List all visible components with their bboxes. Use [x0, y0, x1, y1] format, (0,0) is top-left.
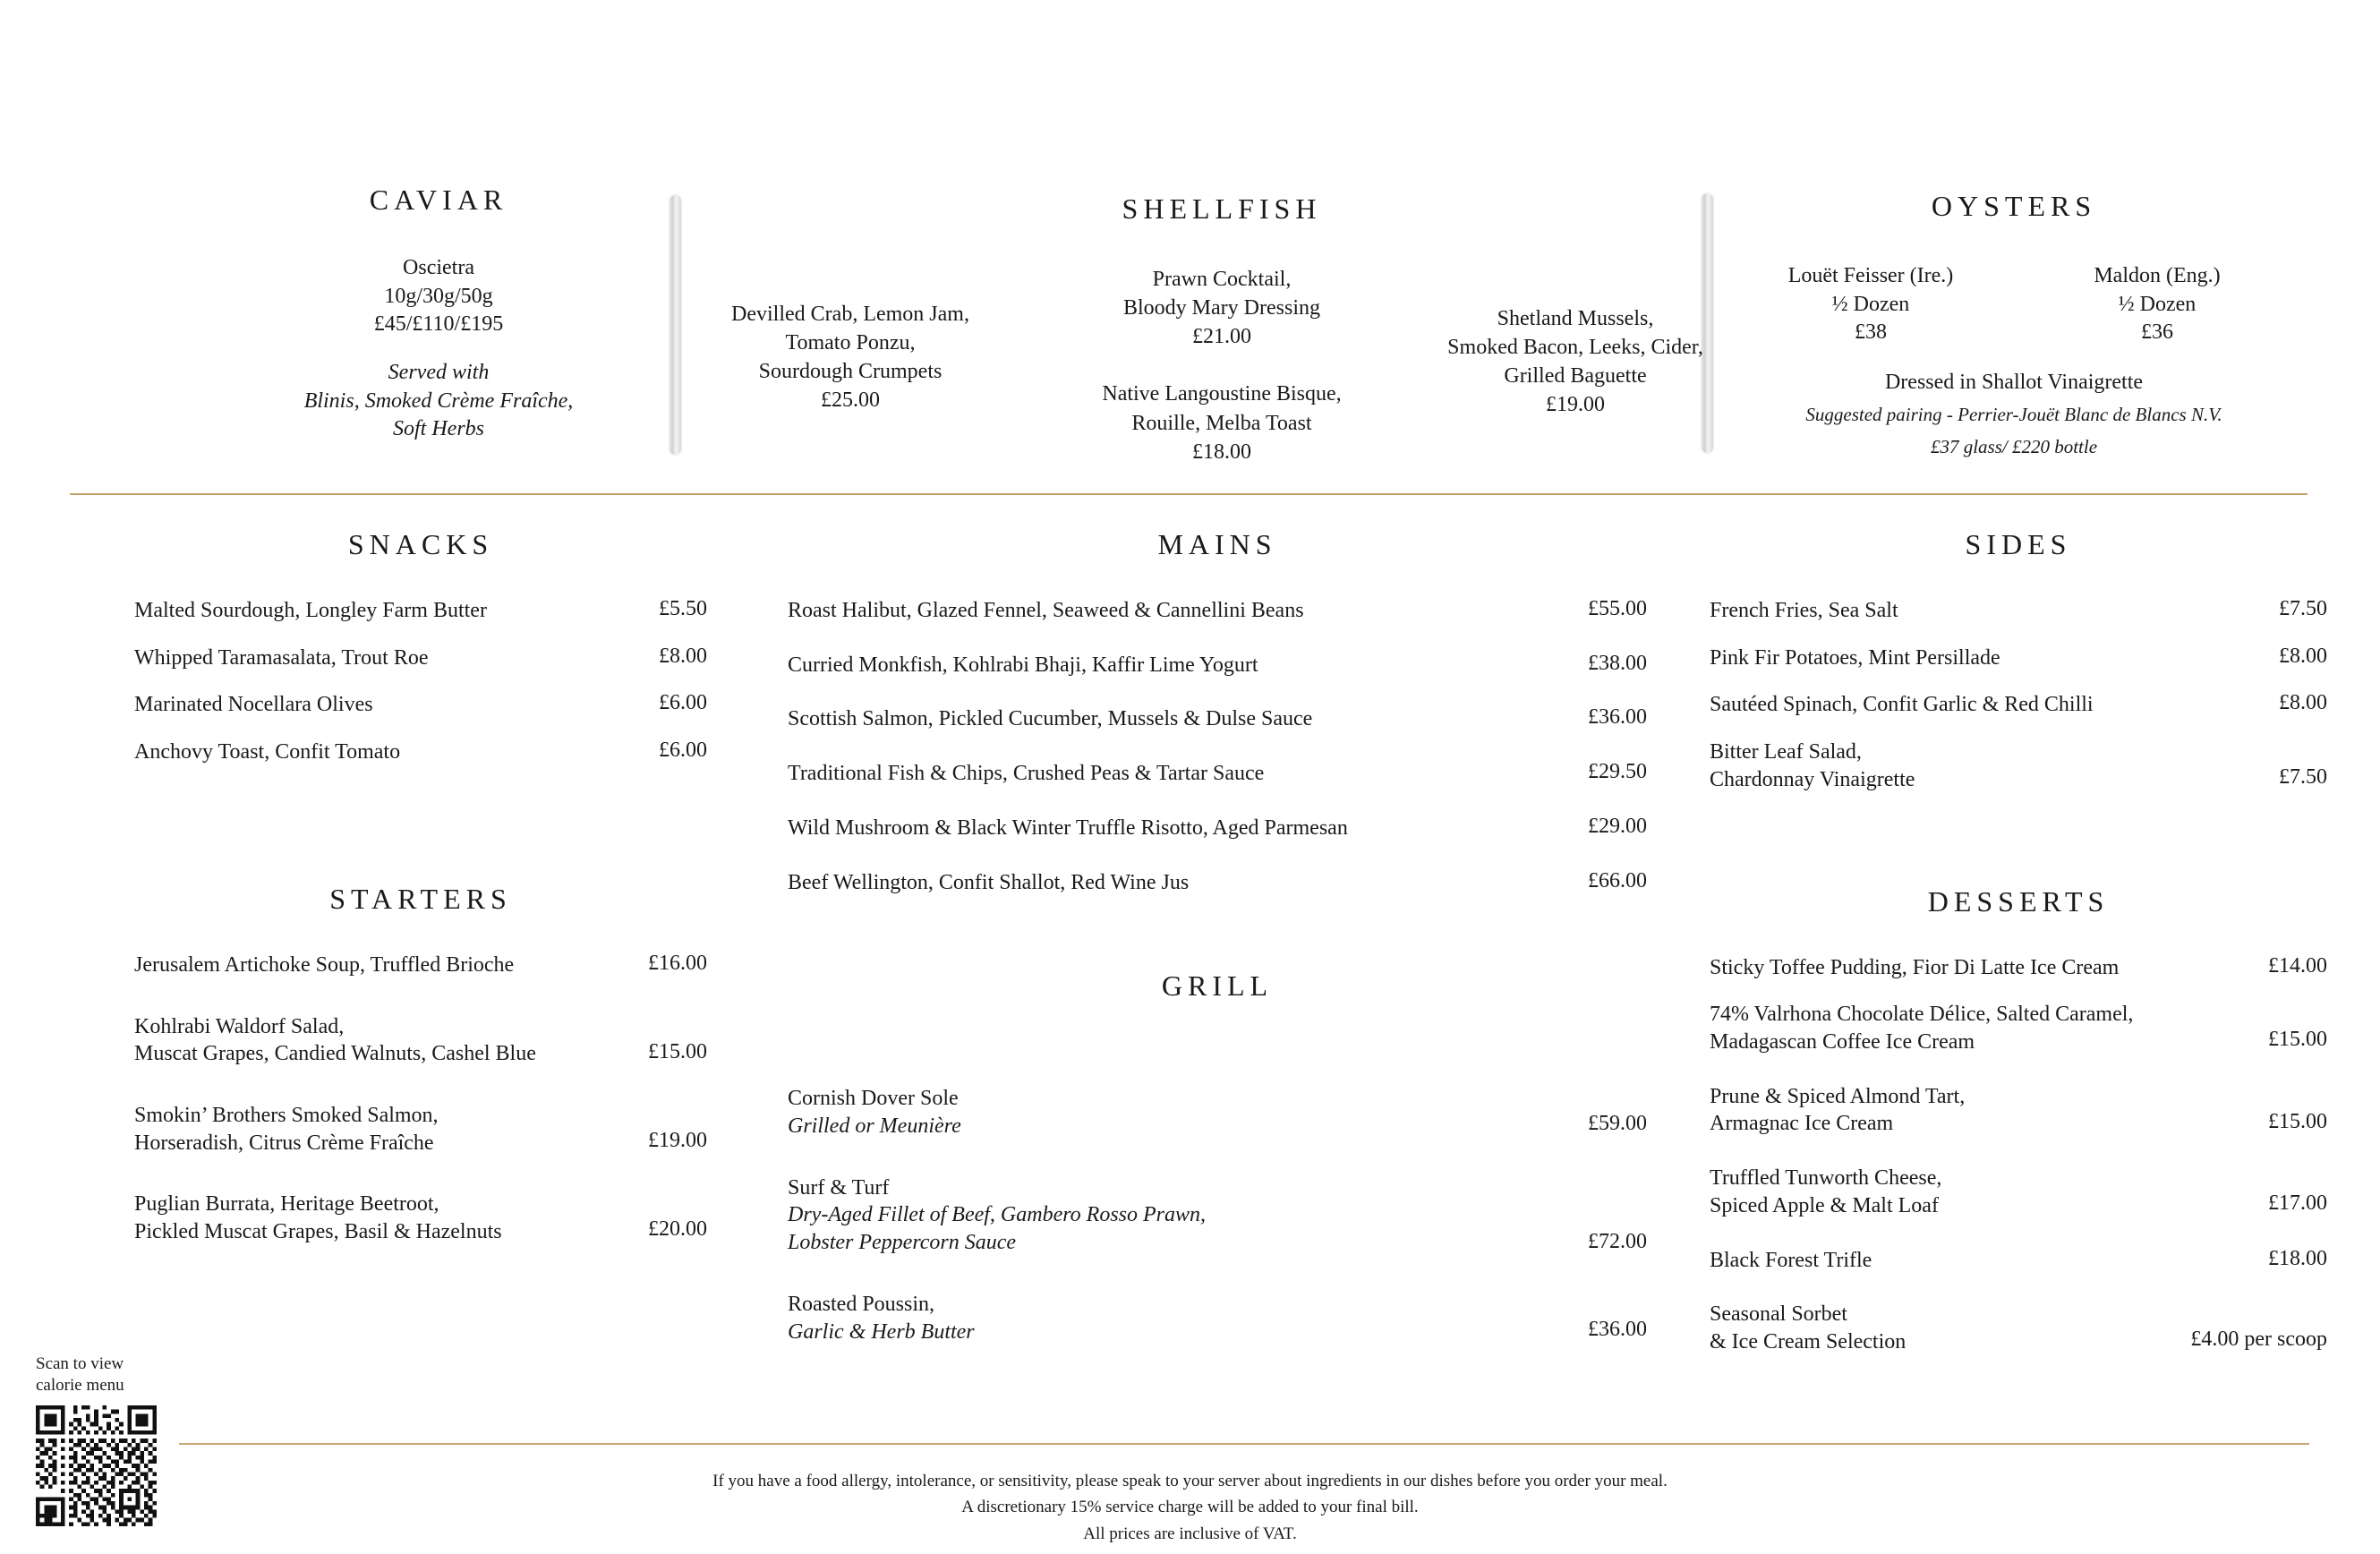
list-item	[1710, 739, 2327, 793]
caviar-variety: Oscietra	[403, 256, 474, 279]
sides-title: SIDES	[1965, 528, 2072, 560]
oysters-title: OYSTERS	[1931, 190, 2097, 222]
crab-price: £25.00	[821, 388, 880, 413]
starters-title: STARTERS	[329, 882, 512, 915]
snack-name: Malted Sourdough, Longley Farm Butter	[134, 599, 487, 622]
dessert-text	[1710, 1001, 2268, 1055]
grill-line-1: Roasted Poussin,	[788, 1292, 935, 1316]
main-name: Roast Halibut, Glazed Fennel, Seaweed & Cannellini Beans	[788, 599, 1304, 622]
list-item	[1710, 1001, 2327, 1055]
side-name: French Fries, Sea Salt	[1710, 599, 1898, 622]
side-name: Sautéed Spinach, Confit Garlic & Red Chilli	[1710, 693, 2094, 717]
list-item	[788, 869, 1647, 897]
caviar-title: CAVIAR	[369, 184, 508, 216]
qr-caption-line-2: calorie menu	[36, 1375, 124, 1395]
side-price: £8.00	[2279, 691, 2327, 715]
oyster-right-name: Maldon (Eng.)	[2094, 264, 2221, 287]
oysters-pairing-line-1: Suggested pairing - Perrier-Jouët Blanc de Blancs N.V.	[1805, 404, 2222, 426]
grill-line-1: Cornish Dover Sole	[788, 1087, 959, 1111]
starter-price: £20.00	[648, 1217, 707, 1242]
dessert-line-1: Seasonal Sorbet	[1710, 1302, 1847, 1327]
grill-line-2: Garlic & Herb Butter	[788, 1319, 975, 1344]
oyster-left-qty: ½ Dozen	[1831, 292, 1910, 316]
grill-line-1: Surf & Turf	[788, 1175, 890, 1200]
side-price: £7.50	[2279, 765, 2327, 790]
devilled-crab-item	[680, 300, 1020, 415]
grill-text	[788, 1174, 1588, 1257]
dessert-line-2: Armagnac Ice Cream	[1710, 1112, 1894, 1136]
oyster-right-qty: ½ Dozen	[2118, 292, 2197, 316]
crab-line-3: Sourdough Crumpets	[758, 360, 943, 384]
footer-vat-note: All prices are inclusive of VAT.	[1083, 1524, 1297, 1543]
crab-line-2: Tomato Ponzu,	[785, 331, 916, 355]
list-item	[1710, 1301, 2327, 1355]
grill-text	[788, 1085, 1588, 1140]
dessert-text	[1710, 1083, 2268, 1138]
snack-name: Anchovy Toast, Confit Tomato	[134, 740, 401, 764]
dessert-text	[1710, 1301, 2190, 1355]
main-price: £29.00	[1588, 814, 1647, 838]
snack-price: £6.00	[659, 739, 707, 763]
main-price: £38.00	[1588, 651, 1647, 675]
langoustine-bisque-line-2: Rouille, Melba Toast	[1131, 411, 1312, 435]
side-name: Pink Fir Potatoes, Mint Persillade	[1710, 645, 2000, 670]
dessert-price: £4.00 per scoop	[2190, 1328, 2327, 1352]
right-column	[1710, 528, 2327, 1383]
shellfish-section	[1029, 192, 1414, 466]
oyster-right-price: £36	[2141, 320, 2173, 345]
list-item	[1710, 1165, 2327, 1219]
starter-line-2: Pickled Muscat Grapes, Basil & Hazelnuts	[134, 1220, 502, 1244]
list-item	[134, 1013, 707, 1068]
oysters-dressing-note: Dressed in Shallot Vinaigrette	[1884, 371, 2144, 395]
dessert-price: £14.00	[2268, 953, 2327, 978]
grill-line-3: Lobster Peppercorn Sauce	[788, 1231, 1017, 1255]
mains-title: MAINS	[1157, 528, 1277, 560]
list-item	[788, 652, 1647, 679]
list-item	[788, 1291, 1647, 1345]
snack-price: £8.00	[659, 644, 707, 668]
dessert-line-1: 74% Valrhona Chocolate Délice, Salted Caramel,	[1710, 1003, 2134, 1027]
main-price: £66.00	[1588, 868, 1647, 892]
mussels-line-2: Smoked Bacon, Leeks, Cider,	[1447, 336, 1703, 360]
snack-price: £5.50	[659, 597, 707, 620]
side-price: £8.00	[2279, 644, 2327, 668]
dessert-line-1: Truffled Tunworth Cheese,	[1710, 1166, 1942, 1191]
list-item	[134, 952, 707, 979]
dessert-text	[1710, 1165, 2268, 1219]
starter-price: £19.00	[648, 1129, 707, 1153]
dessert-name: Sticky Toffee Pudding, Fior Di Latte Ice Cream	[1710, 955, 2120, 979]
dessert-line-2: Spiced Apple & Malt Loaf	[1710, 1193, 1939, 1217]
list-item	[134, 1191, 707, 1245]
crab-line-1: Devilled Crab, Lemon Jam,	[731, 303, 969, 326]
main-price: £36.00	[1588, 705, 1647, 730]
side-line-1: Bitter Leaf Salad,	[1710, 740, 1862, 764]
starter-line-1: Puglian Burrata, Heritage Beetroot,	[134, 1192, 439, 1217]
oyster-variety-left	[1754, 262, 1987, 347]
list-item	[1710, 1247, 2327, 1275]
dessert-line-2: Madagascan Coffee Ice Cream	[1710, 1030, 1975, 1054]
snack-price: £6.00	[659, 691, 707, 715]
starter-line-2: Muscat Grapes, Candied Walnuts, Cashel Blue	[134, 1042, 536, 1066]
starter-text	[134, 952, 648, 979]
starter-price: £16.00	[648, 951, 707, 975]
footer-service-charge-note: A discretionary 15% service charge will be added to your final bill.	[961, 1498, 1419, 1517]
caviar-served-with-line1: Blinis, Smoked Crème Fraîche,	[303, 388, 574, 413]
dessert-price: £15.00	[2268, 1028, 2327, 1052]
grill-title: GRILL	[1161, 969, 1274, 1003]
mussels-line-3: Grilled Baguette	[1504, 364, 1647, 388]
main-price: £29.50	[1588, 760, 1647, 784]
middle-column	[788, 528, 1647, 1379]
list-item	[134, 597, 707, 625]
qr-caption-line-1: Scan to view	[36, 1354, 124, 1373]
list-item	[788, 1085, 1647, 1140]
caviar-section	[269, 184, 609, 444]
side-text	[1710, 739, 2279, 793]
langoustine-bisque-line-1: Native Langoustine Bisque,	[1102, 382, 1342, 406]
qr-caption	[36, 1353, 188, 1396]
desserts-title: DESSERTS	[1927, 884, 2110, 918]
oyster-left-price: £38	[1855, 320, 1887, 345]
dessert-price: £17.00	[2268, 1191, 2327, 1216]
grill-line-2: Dry-Aged Fillet of Beef, Gambero Rosso Prawn,	[788, 1203, 1207, 1227]
horizontal-rule-top	[70, 493, 2307, 495]
top-section	[0, 0, 2380, 501]
snacks-title: SNACKS	[347, 528, 494, 560]
caviar-prices: £45/£110/£195	[373, 312, 504, 337]
list-item	[788, 815, 1647, 842]
grill-price: £36.00	[1588, 1317, 1647, 1341]
oyster-left-name: Louët Feisser (Ire.)	[1787, 264, 1954, 287]
oysters-section	[1727, 190, 2300, 460]
main-name: Traditional Fish & Chips, Crushed Peas & Tartar Sauce	[788, 762, 1265, 786]
footer-allergy-note: If you have a food allergy, intolerance, or sensitivity, please speak to your server about ingredients in our dishes before you order your meal.	[712, 1472, 1668, 1490]
starter-price: £15.00	[648, 1039, 707, 1063]
oysters-pairing-line-2: £37 glass/ £220 bottle	[1930, 436, 2098, 458]
starter-line-1: Kohlrabi Waldorf Salad,	[134, 1014, 345, 1038]
starter-text	[134, 1191, 648, 1245]
footer-notes	[0, 1468, 2380, 1547]
main-price: £55.00	[1588, 597, 1647, 620]
caviar-sizes: 10g/30g/50g	[384, 284, 493, 308]
list-item	[134, 739, 707, 766]
grill-line-2: Grilled or Meunière	[788, 1114, 961, 1139]
list-item	[788, 760, 1647, 788]
snack-name: Marinated Nocellara Olives	[134, 693, 373, 717]
horizontal-rule-bottom	[179, 1443, 2309, 1445]
list-item	[788, 705, 1647, 733]
main-name: Wild Mushroom & Black Winter Truffle Risotto, Aged Parmesan	[788, 815, 1348, 840]
list-item	[788, 597, 1647, 625]
list-item	[134, 645, 707, 672]
mussels-price: £19.00	[1546, 393, 1605, 417]
shellfish-title: SHELLFISH	[1122, 192, 1322, 225]
dessert-price: £18.00	[2268, 1246, 2327, 1270]
list-item	[1710, 645, 2327, 672]
side-price: £7.50	[2279, 597, 2327, 620]
starter-text	[134, 1013, 648, 1068]
mussels-line-1: Shetland Mussels,	[1497, 307, 1654, 330]
dessert-name: Black Forest Trifle	[1710, 1248, 1872, 1272]
shetland-mussels-item	[1387, 304, 1763, 420]
main-name: Scottish Salmon, Pickled Cucumber, Mussels & Dulse Sauce	[788, 707, 1313, 731]
list-item	[134, 691, 707, 719]
list-item	[134, 1102, 707, 1157]
starter-line-1: Jerusalem Artichoke Soup, Truffled Brioche	[134, 952, 515, 977]
side-line-2: Chardonnay Vinaigrette	[1710, 767, 1915, 791]
starter-text	[134, 1102, 648, 1157]
list-item	[1710, 1083, 2327, 1138]
starter-line-1: Smokin’ Brothers Smoked Salmon,	[134, 1104, 439, 1128]
langoustine-bisque-price: £18.00	[1192, 440, 1251, 464]
list-item	[1710, 597, 2327, 625]
dessert-line-2: & Ice Cream Selection	[1710, 1330, 1907, 1354]
prawn-cocktail-price: £21.00	[1192, 325, 1251, 349]
caviar-served-with-label: Served with	[388, 361, 490, 385]
grill-text	[788, 1291, 1588, 1345]
oyster-variety-right	[2041, 262, 2273, 347]
dessert-line-1: Prune & Spiced Almond Tart,	[1710, 1084, 1966, 1108]
main-name: Curried Monkfish, Kohlrabi Bhaji, Kaffir Lime Yogurt	[788, 653, 1258, 677]
left-column	[134, 528, 707, 1280]
prawn-cocktail-line-1: Prawn Cocktail,	[1152, 268, 1292, 291]
snack-name: Whipped Taramasalata, Trout Roe	[134, 645, 429, 670]
list-item	[788, 1174, 1647, 1257]
prawn-cocktail-line-2: Bloody Mary Dressing	[1123, 296, 1320, 320]
grill-price: £59.00	[1588, 1112, 1647, 1136]
caviar-served-with-line2: Soft Herbs	[393, 417, 484, 441]
starter-line-2: Horseradish, Citrus Crème Fraîche	[134, 1131, 434, 1155]
main-name: Beef Wellington, Confit Shallot, Red Wine Jus	[788, 870, 1190, 894]
list-item	[1710, 691, 2327, 719]
dessert-price: £15.00	[2268, 1109, 2327, 1133]
grill-price: £72.00	[1588, 1229, 1647, 1253]
list-item	[1710, 954, 2327, 982]
